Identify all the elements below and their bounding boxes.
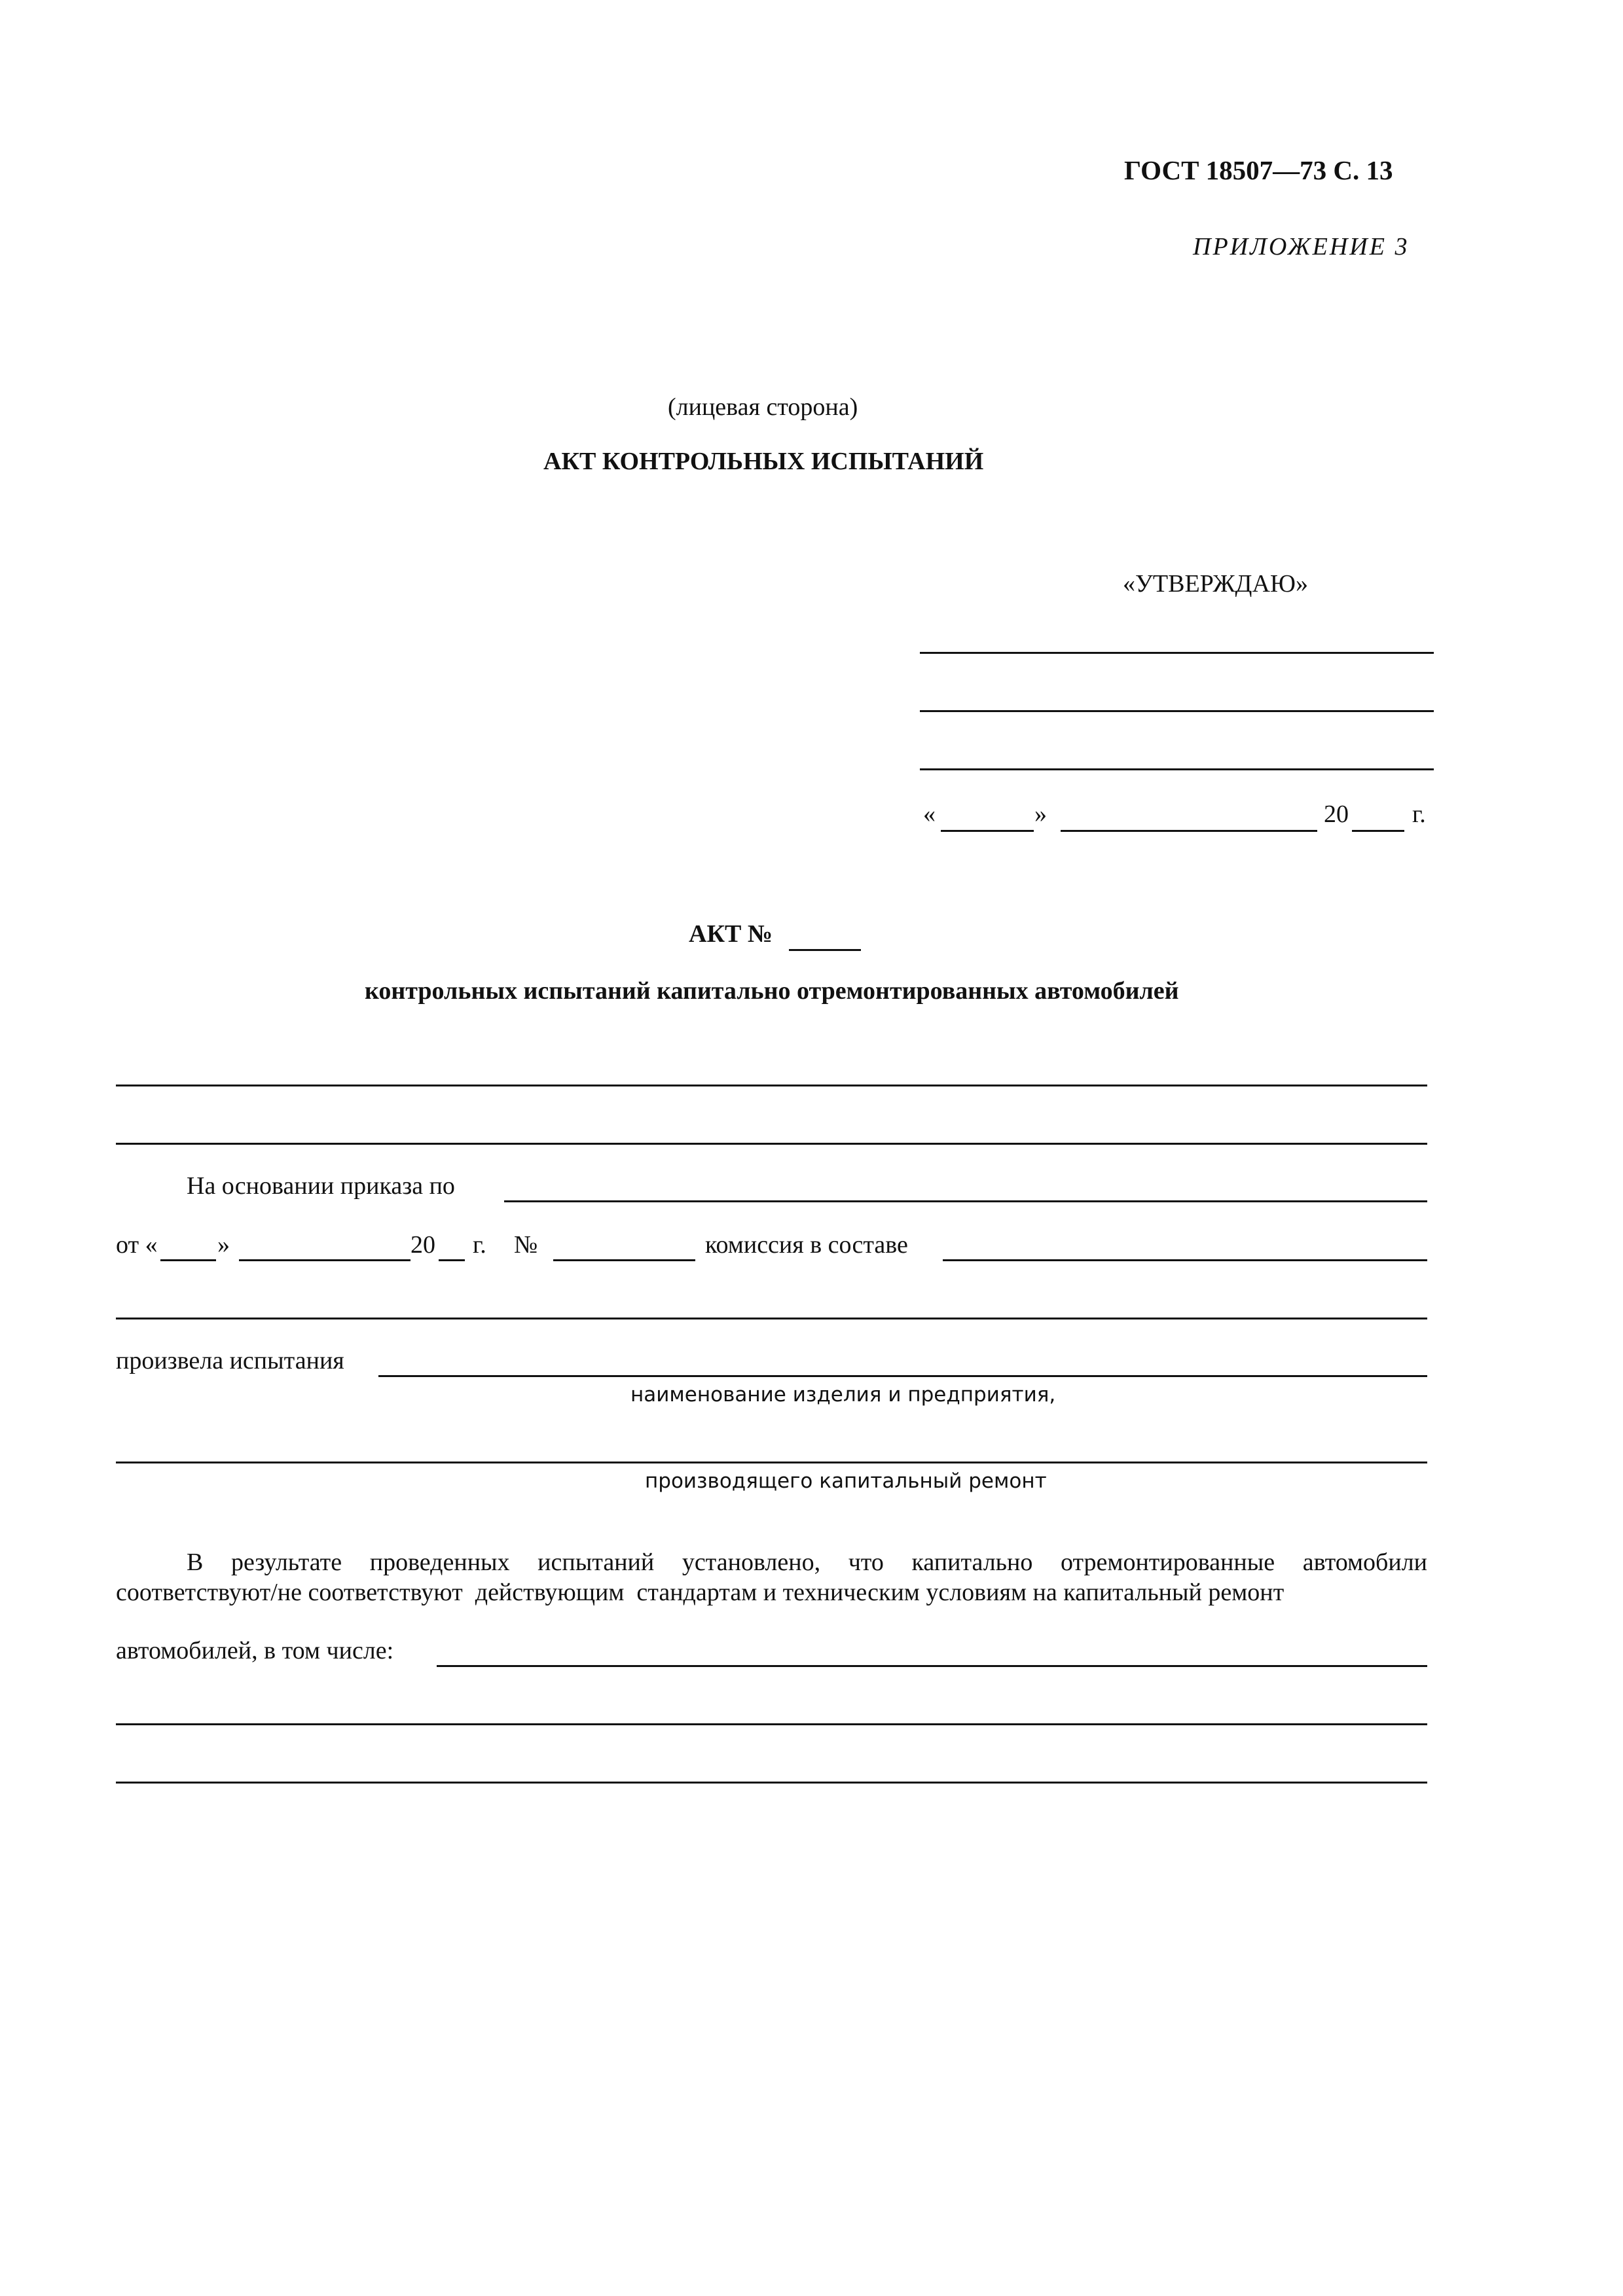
result-paragraph-line-2: соответствуют/не соответствуют действующим стандартам и техническим условиям на капитальный ремонт <box>116 1579 1285 1606</box>
order-year-prefix: 20 <box>410 1231 435 1259</box>
tested-field[interactable] <box>378 1375 1427 1377</box>
document-title: АКТ КОНТРОЛЬНЫХ ИСПЫТАНИЙ <box>543 448 984 475</box>
order-month-field[interactable] <box>239 1259 410 1261</box>
approval-date-close-quote: » <box>1034 800 1047 828</box>
caption-repair: производящего капитальный ремонт <box>645 1469 1047 1493</box>
including-line-3[interactable] <box>116 1782 1427 1784</box>
from-label: от « <box>116 1231 158 1259</box>
approval-date-open-quote: « <box>923 800 936 828</box>
tested-field-continued[interactable] <box>116 1462 1427 1463</box>
order-number-field[interactable] <box>553 1259 695 1261</box>
including-line-2[interactable] <box>116 1723 1427 1725</box>
order-year-suffix: г. <box>473 1231 486 1259</box>
blank-line-1[interactable] <box>116 1085 1427 1086</box>
approval-month-field[interactable] <box>1061 830 1317 832</box>
order-label: На основании приказа по <box>187 1172 455 1200</box>
tested-label: произвела испытания <box>116 1347 344 1374</box>
result-paragraph-line-1: В результате проведенных испытаний установлено, что капитально отремонтированные автомобили <box>187 1549 1427 1576</box>
approval-year-prefix: 20 <box>1324 800 1349 828</box>
order-year-field[interactable] <box>439 1259 465 1261</box>
approval-day-field[interactable] <box>941 830 1034 832</box>
order-day-field[interactable] <box>160 1259 216 1261</box>
approval-year-suffix: г. <box>1412 800 1426 828</box>
including-label: автомобилей, в том числе: <box>116 1637 394 1664</box>
appendix-label: ПРИЛОЖЕНИЕ 3 <box>1193 233 1410 260</box>
approval-line-2[interactable] <box>920 710 1434 712</box>
order-field[interactable] <box>504 1200 1427 1202</box>
side-note: (лицевая сторона) <box>668 393 858 421</box>
from-close-quote: » <box>217 1231 230 1259</box>
commission-field[interactable] <box>943 1259 1427 1261</box>
number-sign: № <box>514 1231 538 1259</box>
commission-label: комиссия в составе <box>705 1231 908 1259</box>
approval-line-1[interactable] <box>920 652 1434 654</box>
act-number-label: АКТ № <box>689 920 773 948</box>
approval-line-3[interactable] <box>920 768 1434 770</box>
commission-field-continued[interactable] <box>116 1318 1427 1319</box>
blank-line-2[interactable] <box>116 1143 1427 1145</box>
including-field[interactable] <box>437 1665 1427 1667</box>
approval-year-field[interactable] <box>1352 830 1404 832</box>
act-subtitle: контрольных испытаний капитально отремонтированных автомобилей <box>365 977 1179 1005</box>
standard-reference: ГОСТ 18507—73 С. 13 <box>1124 155 1393 185</box>
caption-product: наименование изделия и предприятия, <box>630 1383 1056 1407</box>
act-number-field[interactable] <box>789 949 861 951</box>
approval-label: «УТВЕРЖДАЮ» <box>1123 570 1308 598</box>
